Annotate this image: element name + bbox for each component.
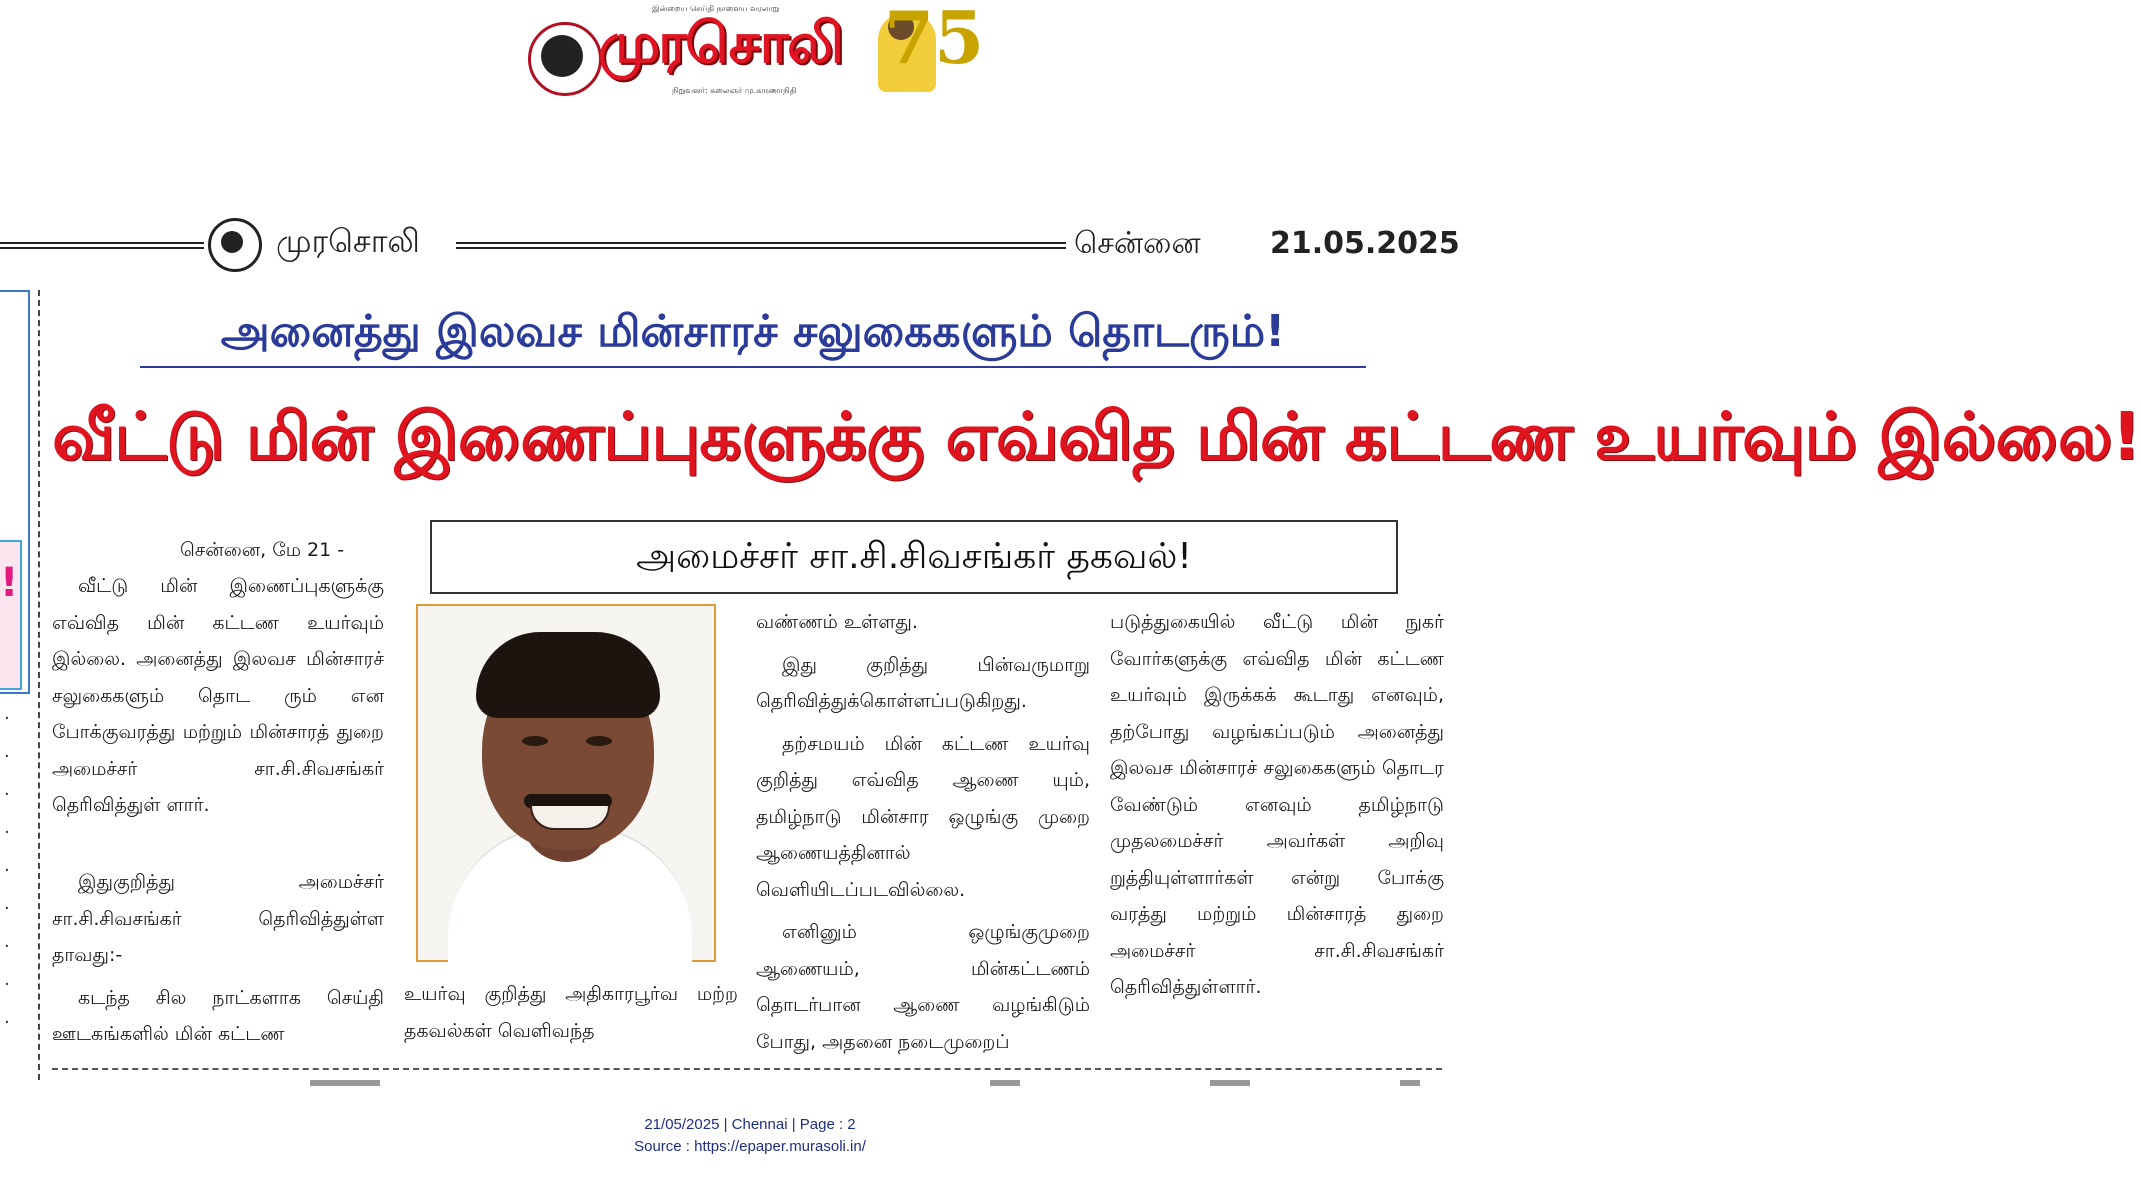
photo-smile bbox=[530, 806, 610, 830]
masthead-subtitle: நிறுவனர்: கலைஞர் மு.கருணாநிதி bbox=[672, 86, 797, 95]
column-divider bbox=[38, 290, 40, 1080]
article-bottom-rule bbox=[52, 1068, 1442, 1070]
masthead-tagline: இன்றைய செய்தி நாளைய வரலாறு bbox=[652, 4, 780, 13]
page-footer bbox=[0, 1114, 1500, 1158]
footer-edition-line: 21/05/2025 | Chennai | Page : 2 bbox=[644, 1116, 856, 1133]
photo-hair bbox=[476, 632, 660, 718]
next-article-fragment bbox=[1400, 1080, 1420, 1086]
paragraph: இது குறித்து பின்வருமாறு தெரிவித்துக்கொள்ளப்படுகிறது. bbox=[756, 653, 1090, 712]
paragraph: கடந்த சில நாட்களாக செய்தி ஊடகங்களில் மின் கட்டண bbox=[52, 986, 384, 1045]
kicker-underline bbox=[140, 366, 1366, 368]
adjacent-article-fragment: ! bbox=[0, 560, 19, 606]
murasoli-logo-icon bbox=[208, 218, 262, 272]
header-paper-name: முரசொலி bbox=[276, 222, 420, 260]
article-dateline: சென்னை, மே 21 - bbox=[180, 539, 345, 561]
paragraph: படுத்துகையில் வீட்டு மின் நுகர் வோர்களுக்கு எவ்வித மின் கட்டண உயர்வும் இருக்கக் கூடாது எனவும், தற்போது வழங்கப்படும் அனைத்து இலவச மின்சாரச் சலுகைகளும் தொடர வேண்டும் எனவும் தமிழ்நாடு முதலமைச்சர் அவர்கள் அறிவு றுத்தியுள்ளார்கள் என்று போக்கு வரத்து மற்றும் மின்சாரத் துறை அமைச்சர் சா.சி.சிவசங்கர் தெரிவித்துள்ளார். bbox=[1110, 611, 1444, 998]
article-kicker: அனைத்து இலவச மின்சாரச் சலுகைகளும் தொடரும்! bbox=[220, 306, 1286, 357]
next-article-fragment bbox=[310, 1080, 380, 1086]
paragraph: எனினும் ஒழுங்குமுறை ஆணையம், மின்கட்டணம் தொடர்பான ஆணை வழங்கிடும் போது, அதனை நடைமுறைப் bbox=[756, 921, 1090, 1053]
paragraph: தற்சமயம் மின் கட்டண உயர்வு குறித்து எவ்வித ஆணை யும், தமிழ்நாடு மின்சார ஒழுங்கு முறை ஆணையத்தினால் வெளியிடப்படவில்லை. bbox=[756, 732, 1090, 901]
article-column-1 bbox=[52, 568, 384, 824]
header-city: சென்னை bbox=[1074, 226, 1201, 261]
party-seal-icon bbox=[528, 22, 602, 96]
next-article-fragment bbox=[1210, 1080, 1250, 1086]
anniversary-number: 75 bbox=[884, 0, 985, 80]
header-rule-left bbox=[0, 242, 204, 249]
subhead-box bbox=[430, 520, 1398, 594]
adjacent-article-text-fragment: · · · · · · · · · bbox=[4, 708, 10, 1033]
paragraph: வீட்டு மின் இணைப்புகளுக்கு எவ்வித மின் கட்டண உயர்வும் இல்லை. அனைத்து இலவச மின்சாரச் சலுகைகளும் தொட ரும் என போக்குவரத்து மற்றும் மின்சாரத் துறை அமைச்சர் சா.சி.சிவசங்கர் தெரிவித்துள் ளார். bbox=[52, 575, 384, 816]
paragraph: இதுகுறித்து அமைச்சர் சா.சி.சிவசங்கர் தெரிவித்துள்ள தாவது:- bbox=[52, 871, 384, 966]
article-column-2 bbox=[404, 976, 738, 1049]
header-date: 21.05.2025 bbox=[1270, 226, 1460, 261]
article-column-1-continued bbox=[52, 864, 384, 1053]
photo-eye-right bbox=[586, 736, 612, 746]
next-article-fragment bbox=[990, 1080, 1020, 1086]
article-headline: வீட்டு மின் இணைப்புகளுக்கு எவ்வித மின் கட்டண உயர்வும் இல்லை! bbox=[52, 398, 2141, 475]
minister-photo bbox=[416, 604, 716, 962]
article-column-4 bbox=[1110, 604, 1444, 1006]
masthead bbox=[522, 0, 985, 102]
paragraph: வண்ணம் உள்ளது. bbox=[756, 611, 918, 633]
masthead-title: முரசொலி bbox=[598, 11, 842, 76]
footer-source-link[interactable]: Source : https://epaper.murasoli.in/ bbox=[634, 1138, 866, 1155]
article-column-3 bbox=[756, 604, 1090, 1060]
article-subhead: அமைச்சர் சா.சி.சிவசங்கர் தகவல்! bbox=[636, 536, 1192, 577]
seal-emblem bbox=[541, 35, 583, 77]
paragraph: உயர்வு குறித்து அதிகாரபூர்வ மற்ற தகவல்கள் வெளிவந்த bbox=[404, 983, 738, 1042]
logo-emblem bbox=[221, 231, 243, 253]
photo-eye-left bbox=[522, 736, 548, 746]
header-rule-middle bbox=[456, 242, 1066, 249]
